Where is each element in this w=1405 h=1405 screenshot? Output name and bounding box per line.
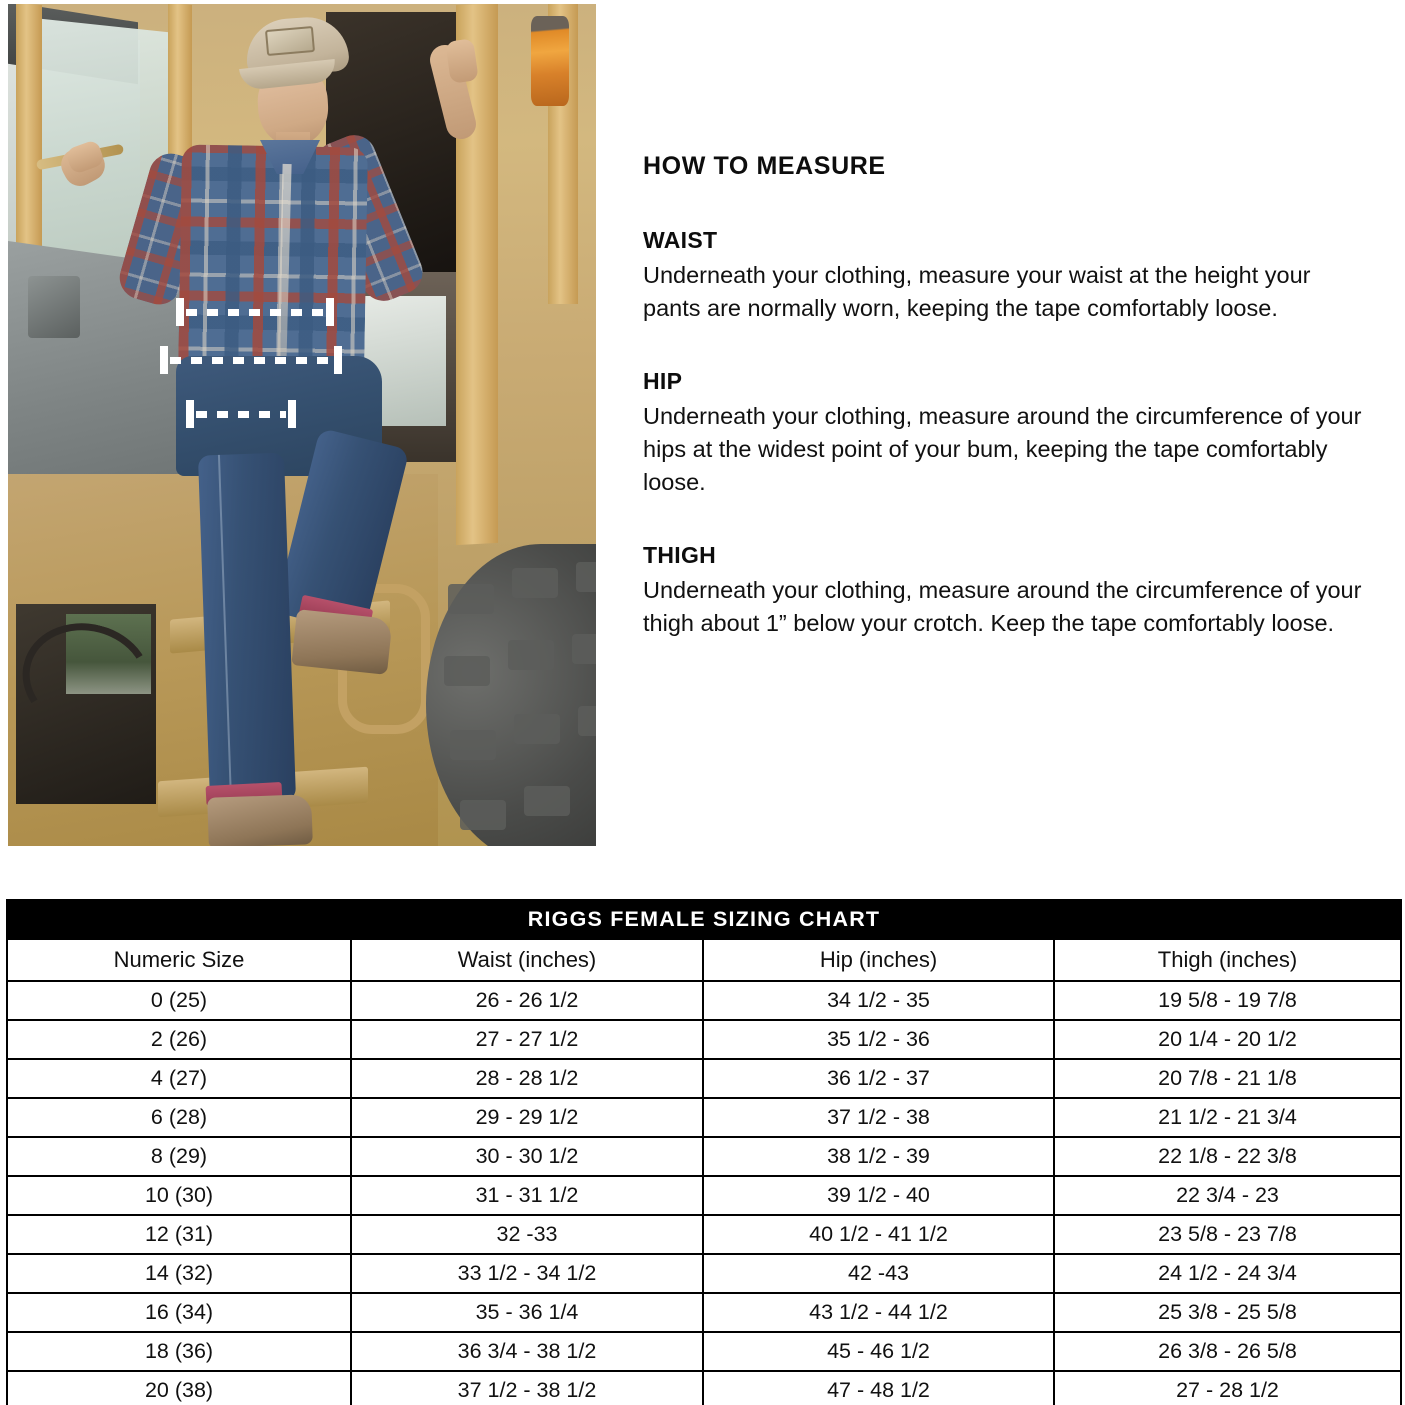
cell-waist: 31 - 31 1/2 <box>351 1176 703 1215</box>
cell-thigh: 19 5/8 - 19 7/8 <box>1054 981 1401 1020</box>
measure-section-hip <box>643 368 1373 500</box>
cell-thigh: 21 1/2 - 21 3/4 <box>1054 1098 1401 1137</box>
cell-thigh: 25 3/8 - 25 5/8 <box>1054 1293 1401 1332</box>
cell-hip: 42 -43 <box>703 1254 1054 1293</box>
cell-numeric-size: 12 (31) <box>7 1215 351 1254</box>
section-heading: HIP <box>643 367 683 394</box>
waist-measure-marker <box>176 306 334 317</box>
cell-waist: 28 - 28 1/2 <box>351 1059 703 1098</box>
cell-numeric-size: 8 (29) <box>7 1137 351 1176</box>
cell-numeric-size: 6 (28) <box>7 1098 351 1137</box>
cell-thigh: 23 5/8 - 23 7/8 <box>1054 1215 1401 1254</box>
table-head <box>7 900 1401 981</box>
cell-hip: 47 - 48 1/2 <box>703 1371 1054 1405</box>
cell-hip: 38 1/2 - 39 <box>703 1137 1054 1176</box>
cell-thigh: 26 3/8 - 26 5/8 <box>1054 1332 1401 1371</box>
section-body: Underneath your clothing, measure your waist at the height your pants are normally worn, keeping the tape comfortably loose. <box>643 262 1311 322</box>
table-banner-row <box>7 900 1401 939</box>
cell-numeric-size: 2 (26) <box>7 1020 351 1059</box>
marker-cap-right <box>326 298 334 326</box>
marker-dotted-line <box>186 309 324 316</box>
cell-thigh: 22 3/4 - 23 <box>1054 1176 1401 1215</box>
table-row <box>7 1332 1401 1371</box>
cell-hip: 35 1/2 - 36 <box>703 1020 1054 1059</box>
how-to-measure-panel <box>643 152 1373 641</box>
marker-cap-right <box>334 346 342 374</box>
cell-hip: 43 1/2 - 44 1/2 <box>703 1293 1054 1332</box>
column-header-hip: Hip (inches) <box>703 939 1054 981</box>
model-hand-right <box>445 38 479 83</box>
how-to-measure-title: HOW TO MEASURE <box>643 152 886 180</box>
cell-thigh: 24 1/2 - 24 3/4 <box>1054 1254 1401 1293</box>
marker-dotted-line <box>170 357 332 364</box>
cell-hip: 39 1/2 - 40 <box>703 1176 1054 1215</box>
table-row <box>7 1137 1401 1176</box>
table-row <box>7 1293 1401 1332</box>
cell-waist: 29 - 29 1/2 <box>351 1098 703 1137</box>
cell-thigh: 20 1/4 - 20 1/2 <box>1054 1020 1401 1059</box>
section-body: Underneath your clothing, measure around the circumference of your hips at the widest point of your bum, keeping the tape comfortably loose. <box>643 402 1362 496</box>
column-header-waist: Waist (inches) <box>351 939 703 981</box>
cell-thigh: 20 7/8 - 21 1/8 <box>1054 1059 1401 1098</box>
marker-cap-left <box>160 346 168 374</box>
jeans-leg-front <box>198 453 296 804</box>
table-row <box>7 1371 1401 1405</box>
table-row <box>7 1059 1401 1098</box>
cell-thigh: 22 1/8 - 22 3/8 <box>1054 1137 1401 1176</box>
cell-waist: 36 3/4 - 38 1/2 <box>351 1332 703 1371</box>
cell-hip: 36 1/2 - 37 <box>703 1059 1054 1098</box>
cell-numeric-size: 10 (30) <box>7 1176 351 1215</box>
cell-waist: 37 1/2 - 38 1/2 <box>351 1371 703 1405</box>
thigh-measure-marker <box>186 408 296 419</box>
cell-hip: 40 1/2 - 41 1/2 <box>703 1215 1054 1254</box>
jeans-seam <box>218 455 232 803</box>
cell-hip: 37 1/2 - 38 <box>703 1098 1054 1137</box>
cell-numeric-size: 20 (38) <box>7 1371 351 1405</box>
measure-section-waist <box>643 227 1373 326</box>
work-boot-upper <box>291 609 392 675</box>
cell-waist: 27 - 27 1/2 <box>351 1020 703 1059</box>
hip-measure-marker <box>160 354 342 365</box>
marker-dotted-line <box>196 411 286 418</box>
cell-hip: 45 - 46 1/2 <box>703 1332 1054 1371</box>
column-header-thigh: Thigh (inches) <box>1054 939 1401 981</box>
table-row <box>7 1254 1401 1293</box>
marker-cap-left <box>176 298 184 326</box>
table-body <box>7 981 1401 1405</box>
cell-waist: 26 - 26 1/2 <box>351 981 703 1020</box>
section-body: Underneath your clothing, measure around the circumference of your thigh about 1” below your crotch. Keep the tape comfortably loose. <box>643 576 1362 637</box>
work-boot-lower <box>207 794 313 846</box>
cell-numeric-size: 16 (34) <box>7 1293 351 1332</box>
cap-logo-patch <box>265 26 315 56</box>
section-heading: THIGH <box>643 541 717 568</box>
sizing-chart-table <box>6 899 1402 1405</box>
table-column-header-row <box>7 939 1401 981</box>
marker-cap-left <box>186 400 194 428</box>
cell-thigh: 27 - 28 1/2 <box>1054 1371 1401 1405</box>
photo-scene <box>8 4 596 846</box>
cell-hip: 34 1/2 - 35 <box>703 981 1054 1020</box>
model-figure <box>8 4 596 846</box>
cell-numeric-size: 18 (36) <box>7 1332 351 1371</box>
table-row <box>7 1098 1401 1137</box>
lifestyle-photo <box>8 4 596 846</box>
section-heading: WAIST <box>643 227 718 253</box>
cell-numeric-size: 4 (27) <box>7 1059 351 1098</box>
cell-numeric-size: 0 (25) <box>7 981 351 1020</box>
cell-waist: 33 1/2 - 34 1/2 <box>351 1254 703 1293</box>
cell-waist: 35 - 36 1/4 <box>351 1293 703 1332</box>
measure-section-thigh <box>643 542 1373 641</box>
cell-numeric-size: 14 (32) <box>7 1254 351 1293</box>
marker-cap-right <box>288 400 296 428</box>
table-row <box>7 981 1401 1020</box>
cell-waist: 32 -33 <box>351 1215 703 1254</box>
table-row <box>7 1215 1401 1254</box>
column-header-numeric-size: Numeric Size <box>7 939 351 981</box>
plaid-shirt <box>178 144 368 377</box>
cell-waist: 30 - 30 1/2 <box>351 1137 703 1176</box>
sizing-chart-banner: RIGGS FEMALE SIZING CHART <box>7 900 1401 939</box>
table-row <box>7 1020 1401 1059</box>
table-row <box>7 1176 1401 1215</box>
